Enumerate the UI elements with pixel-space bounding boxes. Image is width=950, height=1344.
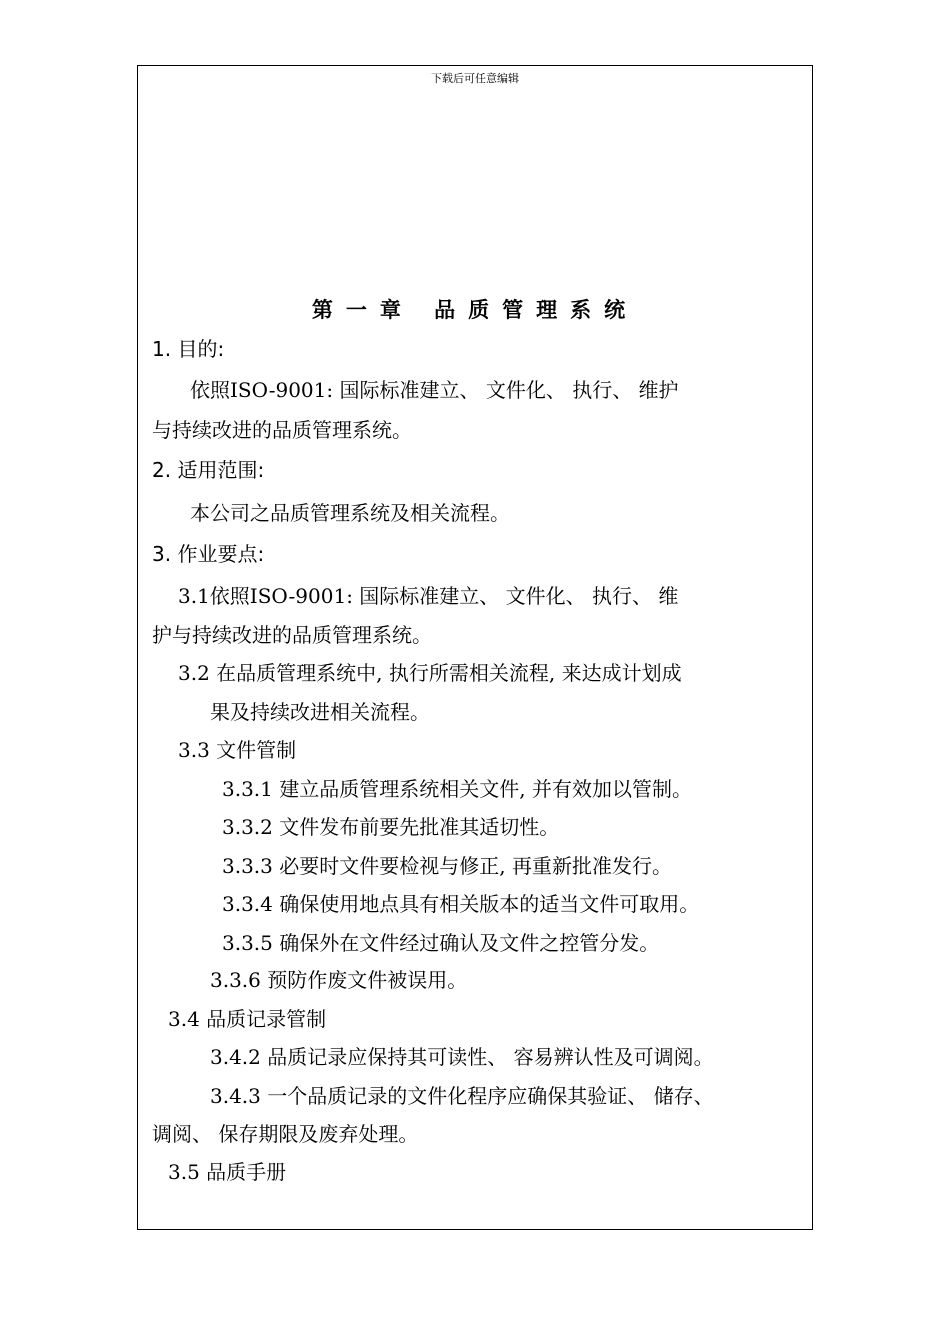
paragraph-line: 护与持续改进的品质管理系统。 — [152, 623, 432, 647]
download-note: 下载后可任意编辑 — [431, 72, 519, 85]
section-heading-scope: 2. 适用范围: — [152, 458, 265, 482]
paragraph-line: 果及持续改进相关流程。 — [210, 700, 430, 724]
subsection-heading: 3.5 品质手册 — [168, 1160, 287, 1184]
paragraph-line: 调阅、 保存期限及废弃处理。 — [152, 1122, 419, 1146]
paragraph-line: 与持续改进的品质管理系统。 — [152, 418, 412, 442]
paragraph-line: 本公司之品质管理系统及相关流程。 — [190, 501, 510, 525]
paragraph-line: 3.1依照ISO-9001: 国际标准建立、 文件化、 执行、 维 — [178, 584, 679, 608]
list-item: 3.3.5 确保外在文件经过确认及文件之控管分发。 — [222, 931, 660, 955]
document-frame — [137, 65, 813, 1230]
list-item: 3.3.2 文件发布前要先批准其适切性。 — [222, 815, 560, 839]
list-item: 3.3.1 建立品质管理系统相关文件, 并有效加以管制。 — [222, 777, 692, 801]
chapter-title: 第一章 品质管理系统 — [311, 298, 639, 322]
subsection-heading: 3.3 文件管制 — [178, 738, 297, 762]
list-item: 3.3.4 确保使用地点具有相关版本的适当文件可取用。 — [222, 892, 700, 916]
list-item: 3.4.3 一个品质记录的文件化程序应确保其验证、 储存、 — [210, 1084, 714, 1108]
subsection-heading: 3.4 品质记录管制 — [168, 1007, 327, 1031]
list-item: 3.3.3 必要时文件要检视与修正, 再重新批准发行。 — [222, 854, 672, 878]
section-heading-key-points: 3. 作业要点: — [152, 542, 265, 566]
paragraph-line: 依照ISO-9001: 国际标准建立、 文件化、 执行、 维护 — [190, 378, 679, 402]
list-item: 3.3.6 预防作废文件被误用。 — [210, 968, 468, 992]
paragraph-line: 3.2 在品质管理系统中, 执行所需相关流程, 来达成计划成 — [178, 661, 682, 685]
list-item: 3.4.2 品质记录应保持其可读性、 容易辨认性及可调阅。 — [210, 1045, 714, 1069]
section-heading-purpose: 1. 目的: — [152, 337, 225, 361]
